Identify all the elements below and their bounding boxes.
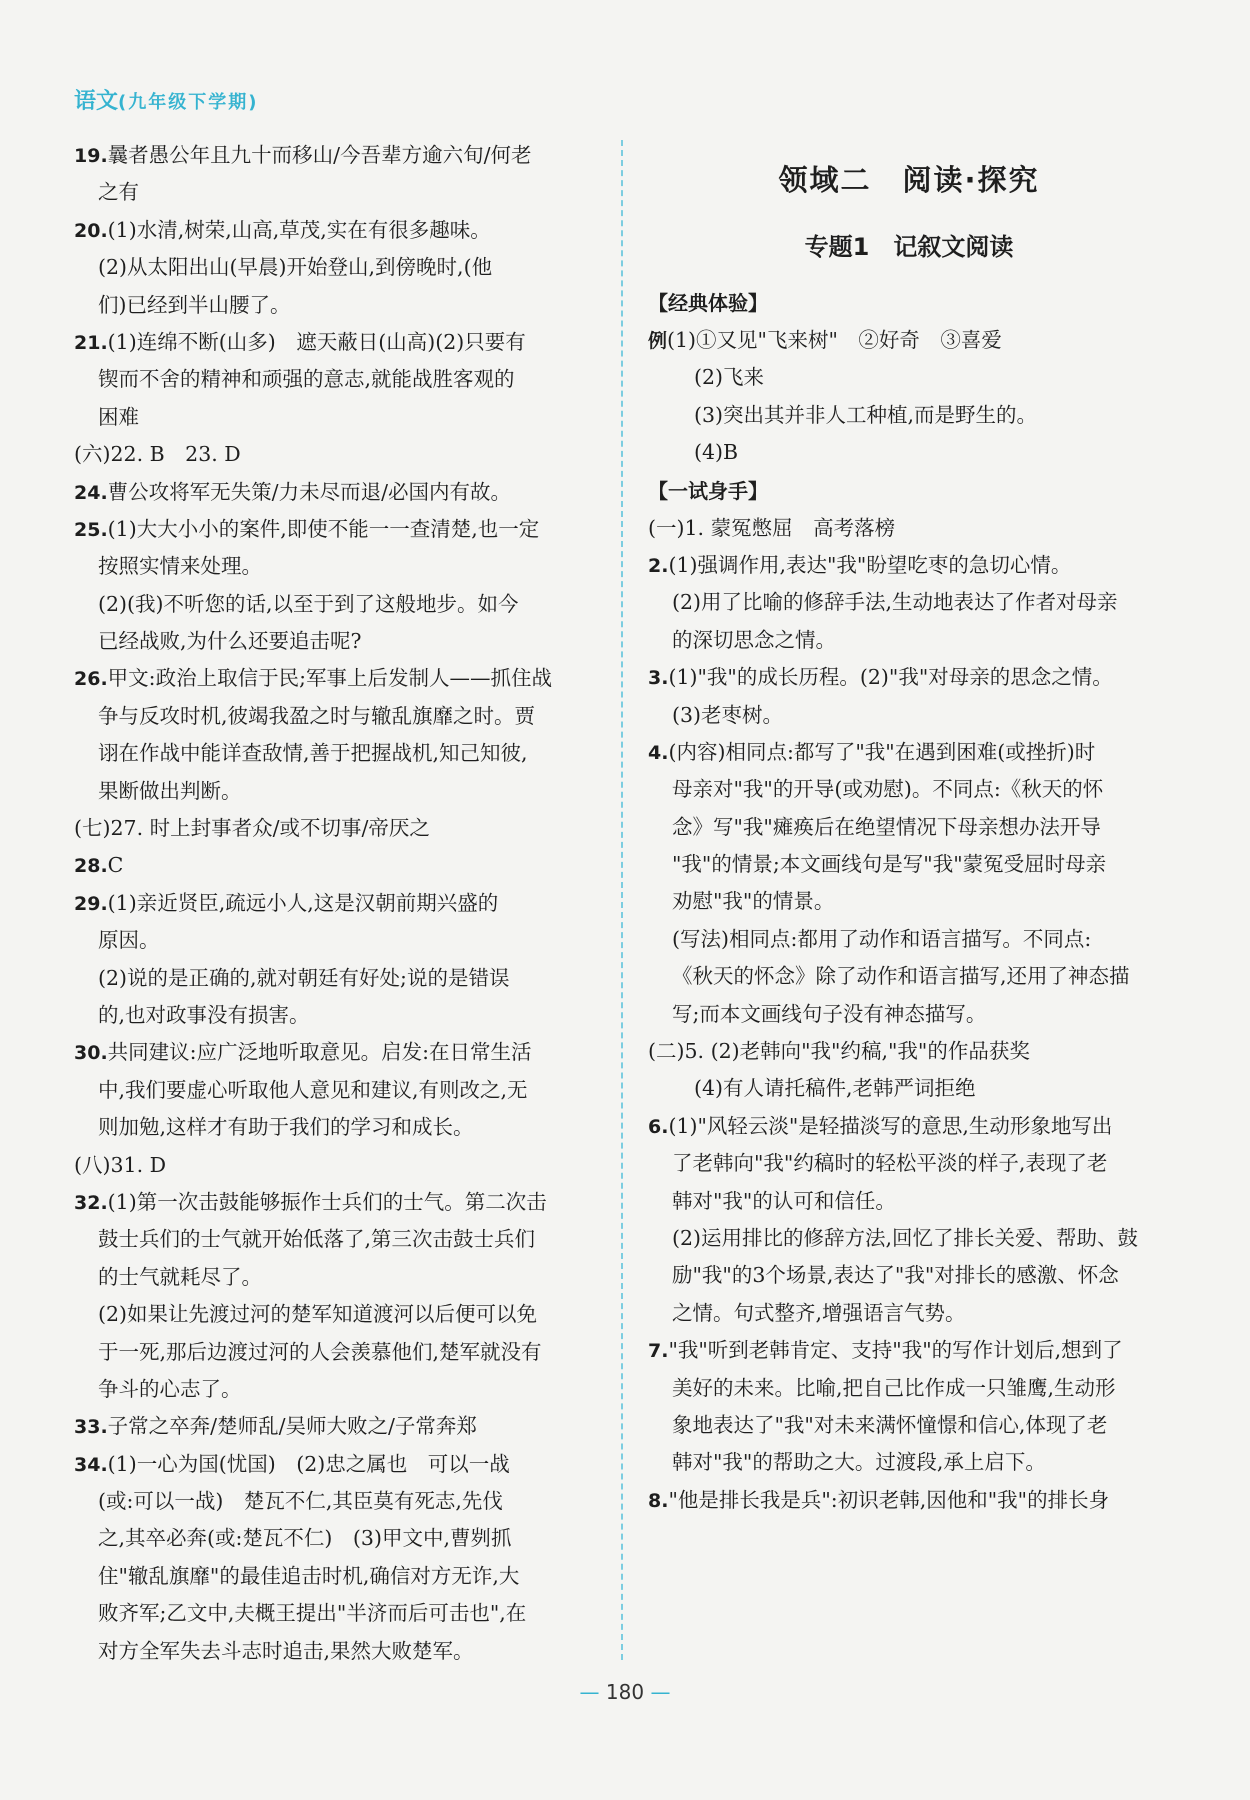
answer-line: [648, 771, 1170, 808]
answer-line: [648, 584, 1170, 621]
answer-text: 对方全军失去斗志时追击,果然大败楚军。: [98, 1638, 474, 1663]
question-number: 19.: [74, 145, 108, 167]
answer-text: 之情。句式整齐,增强语言气势。: [672, 1300, 966, 1325]
question-number: 7.: [648, 1340, 669, 1363]
answer-line: [74, 287, 596, 324]
answer-line: [648, 510, 1170, 547]
answer-text: 曩者愚公年且九十而移山/今吾辈方逾六旬/何老: [107, 143, 532, 167]
answer-text: 劝慰"我"的情景。: [672, 889, 835, 914]
answer-line: [74, 773, 596, 810]
answer-line: [74, 1633, 596, 1670]
answer-line: [74, 399, 596, 436]
answer-text: (2)(我)不听您的话,以至于到了这般地步。如今: [98, 591, 519, 616]
answer-line: [648, 547, 1170, 584]
answer-text: 甲文:政治上取信于民;军事上后发制人——抓住战: [107, 666, 552, 691]
footer-dash-left: —: [579, 1680, 600, 1704]
answer-text: 子常之卒奔/楚师乱/吴师大败之/子常奔郑: [107, 1414, 477, 1439]
answer-line: [648, 434, 1170, 471]
question-number: 例: [648, 330, 668, 352]
answer-text: (1)一心为国(忧国) (2)忠之属也 可以一战: [107, 1451, 510, 1476]
question-number: 4.: [648, 741, 669, 764]
answer-line: [648, 809, 1170, 846]
answer-text: (1)水清,树荣,山高,草茂,实在有很多趣味。: [107, 217, 491, 242]
answer-text: "我"听到老韩肯定、支持"我"的写作计划后,想到了: [668, 1338, 1123, 1363]
answer-line: [74, 1034, 596, 1071]
answer-text: (2)用了比喻的修辞手法,生动地表达了作者对母亲: [672, 590, 1118, 615]
question-number: 32.: [74, 1191, 108, 1214]
subject-label: 语文: [74, 89, 119, 114]
answer-text: 中,我们要虚心听取他人意见和建议,有则改之,无: [98, 1077, 528, 1102]
answer-text: "他是排长我是兵":初识老韩,因他和"我"的排长身: [668, 1487, 1110, 1512]
page-footer: [0, 1680, 1250, 1704]
answer-line: [648, 958, 1170, 995]
page-header: [74, 84, 258, 115]
answer-line: [648, 883, 1170, 920]
answer-text: (写法)相同点:都用了动作和语言描写。不同点:: [672, 926, 1092, 951]
question-number: 28.: [74, 855, 108, 878]
answer-line: [74, 885, 596, 922]
answer-line: [74, 586, 596, 623]
answer-text: 母亲对"我"的开导(或劝慰)。不同点:《秋天的怀: [672, 777, 1104, 802]
answer-text: 共同建议:应广泛地听取意见。启发:在日常生活: [107, 1040, 532, 1065]
answer-text: 的深切思念之情。: [672, 627, 836, 652]
answer-line: [648, 1444, 1170, 1481]
answer-text: (1)"风轻云淡"是轻描淡写的意思,生动形象地写出: [668, 1113, 1113, 1138]
answer-line: [74, 1334, 596, 1371]
answer-text: 已经战败,为什么还要追击呢?: [98, 629, 362, 654]
section-heading-try: 【一试身手】: [648, 478, 768, 503]
question-number: 34.: [74, 1453, 108, 1476]
answer-line: [74, 511, 596, 548]
section-heading-classic: 【经典体验】: [648, 291, 768, 315]
answer-line: [74, 922, 596, 959]
answer-text: (1)①又见"飞来树" ②好奇 ③喜爱: [667, 328, 1002, 352]
answer-line: [74, 1371, 596, 1408]
question-number: 24.: [74, 481, 108, 504]
question-number: 30.: [74, 1042, 108, 1065]
answer-line: [74, 1109, 596, 1146]
answer-text: 败齐军;乙文中,夫概王提出"半济而后可击也",在: [98, 1601, 527, 1626]
answer-text: (七)27. 时上封事者众/或不切事/帝厌之: [74, 816, 430, 841]
answer-line: [648, 1108, 1170, 1145]
answer-line: [74, 1408, 596, 1445]
answer-text: (内容)相同点:都写了"我"在遇到困难(或挫折)时: [668, 739, 1096, 764]
answer-line: [74, 1483, 596, 1520]
answer-text: 困难: [98, 404, 139, 429]
answer-line: [74, 1595, 596, 1632]
answer-line: [648, 1295, 1170, 1332]
answer-line: [648, 1033, 1170, 1070]
answer-text: 象地表达了"我"对未来满怀憧憬和信心,体现了老: [672, 1412, 1108, 1437]
answer-line: [648, 846, 1170, 883]
answer-line: [648, 397, 1170, 434]
answer-text: (3)突出其并非人工种植,而是野生的。: [694, 402, 1038, 427]
answer-line: [648, 1145, 1170, 1182]
answer-line: [648, 1070, 1170, 1107]
page-number: 180: [605, 1680, 645, 1704]
answer-text: 韩对"我"的认可和信任。: [672, 1188, 896, 1213]
answer-line: [648, 1183, 1170, 1220]
question-number: 25.: [74, 518, 108, 541]
answer-line: [74, 1520, 596, 1557]
answer-line: [648, 1257, 1170, 1294]
answer-line: [74, 698, 596, 735]
answer-line: [648, 996, 1170, 1033]
question-number: 2.: [648, 554, 669, 577]
answer-line: [74, 1147, 596, 1184]
answer-text: (一)1. 蒙冤憋屈 高考落榜: [648, 515, 896, 540]
answer-line: [74, 174, 596, 211]
answer-text: 则加勉,这样才有助于我们的学习和成长。: [98, 1115, 474, 1140]
answer-text: 锲而不舍的精神和顽强的意志,就能战胜客观的: [98, 367, 515, 392]
answer-line: [74, 1296, 596, 1333]
answer-line: [74, 1184, 596, 1221]
answer-line: [648, 697, 1170, 734]
answer-line: [74, 997, 596, 1034]
classic-answers: [648, 322, 1170, 472]
answer-text: 韩对"我"的帮助之大。过渡段,承上启下。: [672, 1450, 1046, 1475]
answer-line: [648, 921, 1170, 958]
answer-line: [74, 1221, 596, 1258]
answer-line: [648, 622, 1170, 659]
domain-title: 领域二 阅读·探究: [778, 163, 1040, 197]
answer-text: (2)飞来: [694, 365, 765, 390]
answer-text: 曹公攻将军无失策/力未尽而退/必国内有故。: [107, 479, 511, 504]
answer-line: [74, 960, 596, 997]
answer-text: (二)5. (2)老韩向"我"约稿,"我"的作品获奖: [648, 1039, 1030, 1064]
answer-text: (1)连绵不断(山多) 遮天蔽日(山高)(2)只要有: [107, 329, 526, 354]
answer-line: [648, 659, 1170, 696]
topic-title: 专题1 记叙文阅读: [804, 233, 1014, 261]
answer-text: (4)有人请托稿件,老韩严词拒绝: [694, 1076, 976, 1101]
answer-text: 励"我"的3个场景,表达了"我"对排长的感激、怀念: [672, 1263, 1119, 1288]
answer-text: 念》写"我"瘫痪后在绝望情况下母亲想办法开导: [672, 814, 1101, 839]
answer-text: (1)第一次击鼓能够振作士兵们的士气。第二次击: [107, 1189, 547, 1214]
column-divider: [621, 140, 623, 1660]
answer-line: [74, 436, 596, 473]
answer-line: [74, 1259, 596, 1296]
answer-text: (2)运用排比的修辞方法,回忆了排长关爱、帮助、鼓: [672, 1225, 1139, 1250]
answer-text: (4)B: [694, 440, 739, 465]
answer-text: 鼓士兵们的士气就开始低落了,第三次击鼓士兵们: [98, 1227, 536, 1252]
right-column: [648, 150, 1170, 1519]
answer-text: 住"辙乱旗靡"的最佳追击时机,确信对方无诈,大: [98, 1563, 520, 1588]
answer-text: (1)强调作用,表达"我"盼望吃枣的急切心情。: [668, 552, 1072, 577]
answer-line: [74, 660, 596, 697]
answer-text: 的,也对政事没有损害。: [98, 1002, 310, 1027]
answer-text: 写;而本文画线句子没有神态描写。: [672, 1001, 987, 1026]
question-number: 26.: [74, 668, 108, 691]
answer-line: [74, 361, 596, 398]
answer-text: (1)大大小小的案件,即使不能一一查清楚,也一定: [107, 516, 540, 541]
answer-text: 美好的未来。比喻,把自己比作成一只雏鹰,生动形: [672, 1375, 1116, 1400]
answer-line: [648, 1407, 1170, 1444]
answer-text: "我"的情景;本文画线句是写"我"蒙冤受屈时母亲: [672, 852, 1107, 877]
question-number: 29.: [74, 892, 108, 915]
answer-text: 了老韩向"我"约稿时的轻松平淡的样子,表现了老: [672, 1151, 1108, 1176]
answer-text: (八)31. D: [74, 1152, 167, 1177]
grade-label: (九年级下学期): [118, 92, 259, 113]
answer-line: [74, 810, 596, 847]
answer-line: [74, 137, 596, 174]
question-number: 21.: [74, 331, 108, 354]
footer-dash-right: —: [650, 1680, 671, 1704]
answer-text: (3)老枣树。: [672, 702, 784, 727]
answer-text: (2)说的是正确的,就对朝廷有好处;说的是错误: [98, 965, 510, 990]
answer-line: [74, 847, 596, 884]
try-answers: [648, 510, 1170, 1520]
question-number: 20.: [74, 219, 108, 242]
answer-text: 原因。: [98, 928, 160, 953]
answer-line: [648, 1332, 1170, 1369]
answer-text: 的士气就耗尽了。: [98, 1264, 262, 1289]
answer-text: 诩在作战中能详查敌情,善于把握战机,知己知彼,: [98, 741, 528, 766]
left-column: [74, 137, 596, 1670]
answer-line: [648, 1370, 1170, 1407]
answer-text: C: [107, 853, 124, 878]
answer-text: (1)亲近贤臣,疏远小人,这是汉朝前期兴盛的: [107, 890, 499, 915]
answer-line: [74, 623, 596, 660]
answer-line: [74, 474, 596, 511]
answer-line: [648, 322, 1170, 359]
answer-line: [74, 548, 596, 585]
answer-text: 之有: [98, 180, 139, 205]
answer-text: (六)22. B 23. D: [74, 442, 241, 467]
answer-text: (2)从太阳出山(早晨)开始登山,到傍晚时,(他: [98, 255, 493, 280]
answer-line: [74, 1446, 596, 1483]
answer-line: [74, 735, 596, 772]
question-number: 8.: [648, 1489, 669, 1512]
answer-line: [648, 734, 1170, 771]
answer-text: 按照实情来处理。: [98, 554, 262, 579]
answer-line: [648, 1482, 1170, 1519]
answer-text: 们)已经到半山腰了。: [98, 292, 291, 317]
answer-line: [74, 324, 596, 361]
answer-text: (或:可以一战) 楚瓦不仁,其臣莫有死志,先伐: [98, 1489, 503, 1514]
answer-text: 之,其卒必奔(或:楚瓦不仁) (3)甲文中,曹刿抓: [98, 1526, 512, 1551]
question-number: 33.: [74, 1416, 108, 1439]
answer-text: 争斗的心志了。: [98, 1376, 242, 1401]
answer-text: (2)如果让先渡过河的楚军知道渡河以后便可以免: [98, 1302, 538, 1327]
answer-text: 果断做出判断。: [98, 778, 242, 803]
answer-text: 《秋天的怀念》除了动作和语言描写,还用了神态描: [672, 964, 1130, 989]
answer-line: [74, 1558, 596, 1595]
question-number: 6.: [648, 1115, 669, 1138]
answer-line: [74, 212, 596, 249]
answer-line: [74, 249, 596, 286]
answer-text: (1)"我"的成长历程。(2)"我"对母亲的思念之情。: [668, 665, 1113, 690]
question-number: 3.: [648, 667, 669, 690]
answer-line: [648, 1220, 1170, 1257]
answer-line: [648, 359, 1170, 396]
answer-text: 争与反攻时机,彼竭我盈之时与辙乱旗靡之时。贾: [98, 703, 536, 728]
answer-text: 于一死,那后边渡过河的人会羡慕他们,楚军就没有: [98, 1339, 542, 1364]
answer-line: [74, 1072, 596, 1109]
